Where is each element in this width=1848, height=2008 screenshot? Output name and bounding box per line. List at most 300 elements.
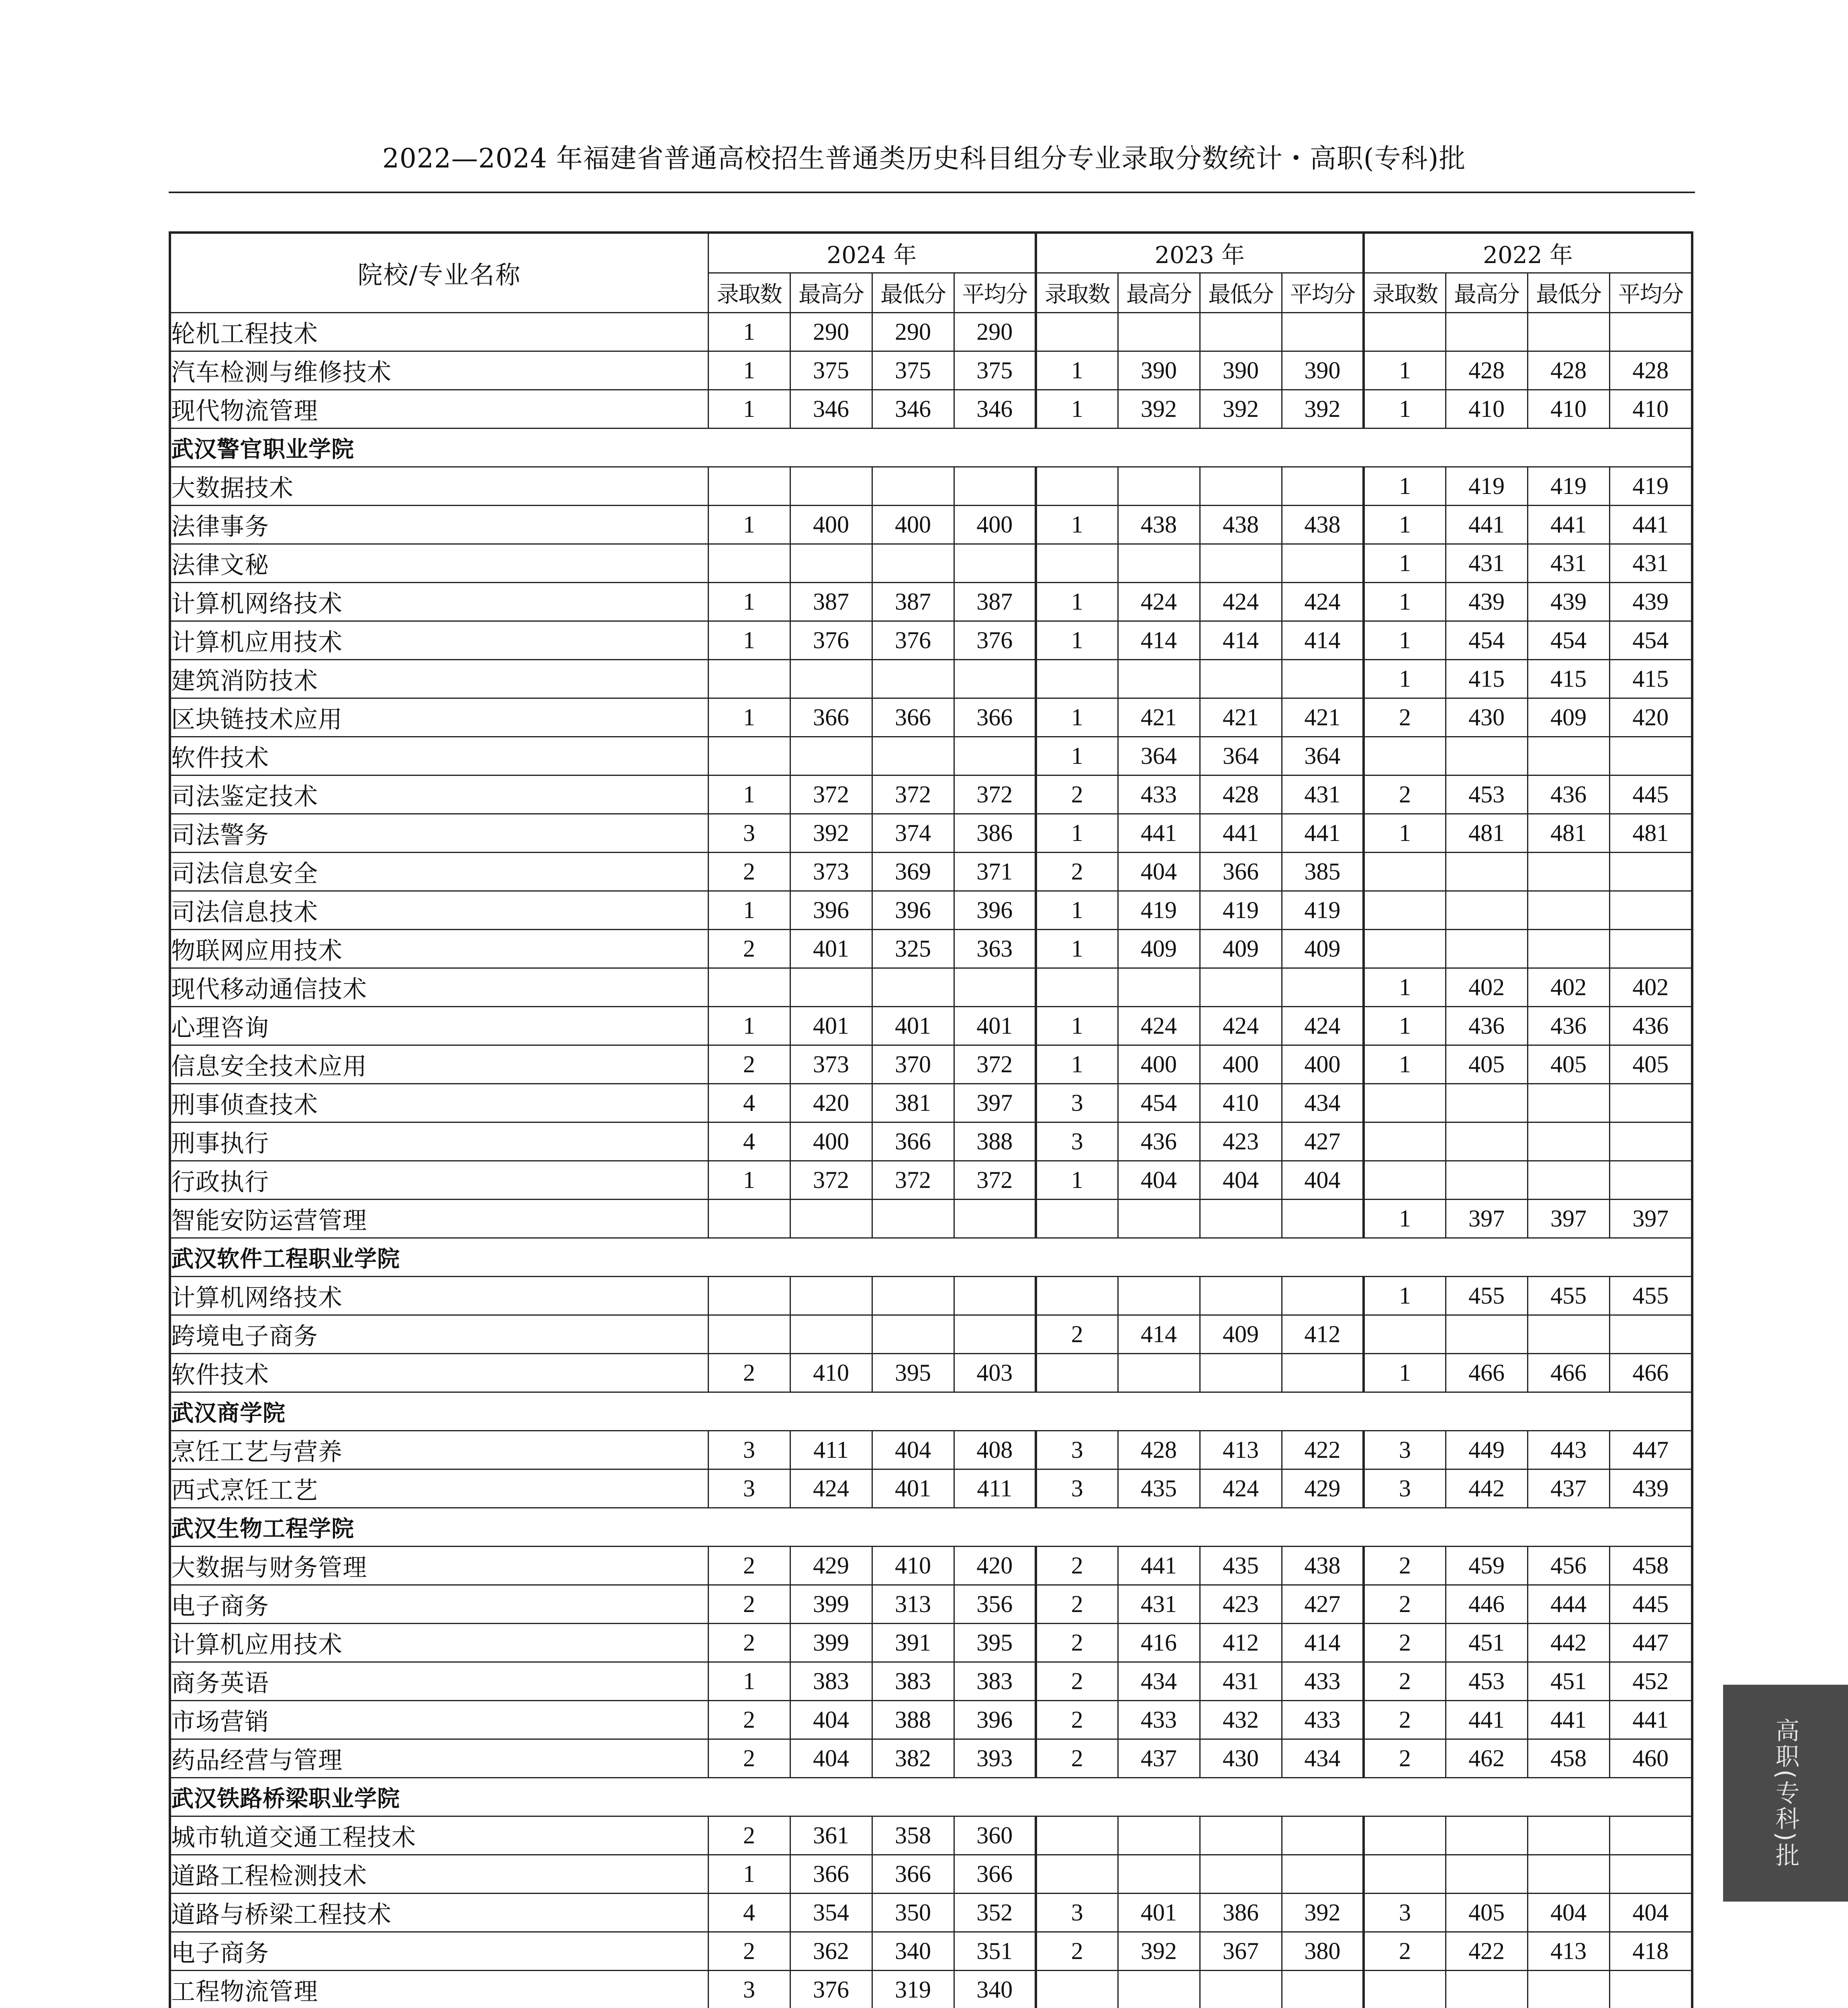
- major-name: 计算机应用技术: [170, 1624, 708, 1662]
- score-cell: 290: [790, 313, 872, 351]
- score-cell: 427: [1282, 1122, 1364, 1161]
- major-name: 商务英语: [170, 1662, 708, 1701]
- score-cell: 290: [954, 313, 1036, 351]
- score-cell: 410: [872, 1547, 954, 1585]
- major-name: 计算机应用技术: [170, 621, 708, 660]
- score-cell: 390: [1282, 351, 1364, 390]
- score-cell: [1282, 1354, 1364, 1392]
- score-cell: [1118, 660, 1200, 698]
- major-name: 烹饪工艺与营养: [170, 1431, 708, 1469]
- score-cell: 366: [954, 698, 1036, 737]
- score-cell: [708, 467, 790, 506]
- major-name: 法律文秘: [170, 544, 708, 583]
- score-cell: [1364, 1971, 1446, 2008]
- score-cell: 424: [1282, 583, 1364, 621]
- score-cell: 372: [790, 1161, 872, 1200]
- table-row: [170, 1624, 1692, 1662]
- score-cell: 410: [790, 1354, 872, 1392]
- score-cell: 405: [1527, 1045, 1609, 1084]
- score-cell: 419: [1446, 467, 1527, 506]
- score-cell: 2: [1036, 1662, 1118, 1701]
- major-name: 软件技术: [170, 737, 708, 775]
- score-cell: 397: [1527, 1200, 1609, 1238]
- score-cell: [1446, 1855, 1527, 1894]
- score-cell: 2: [708, 1624, 790, 1662]
- score-cell: 400: [1118, 1045, 1200, 1084]
- score-cell: 441: [1446, 1701, 1527, 1739]
- major-name: 信息安全技术应用: [170, 1045, 708, 1084]
- score-cell: 2: [1364, 1932, 1446, 1971]
- score-cell: 1: [1036, 506, 1118, 544]
- table-row: [170, 1354, 1692, 1392]
- school-row: [170, 1778, 1692, 1816]
- score-cell: 387: [872, 583, 954, 621]
- score-cell: 402: [1527, 968, 1609, 1007]
- score-cell: 2: [708, 1932, 790, 1971]
- score-cell: 2: [708, 1816, 790, 1855]
- score-cell: 481: [1609, 814, 1692, 853]
- score-cell: [1527, 737, 1609, 775]
- score-cell: 419: [1527, 467, 1609, 506]
- score-cell: 383: [872, 1662, 954, 1701]
- score-cell: 390: [1200, 351, 1282, 390]
- score-cell: 437: [1527, 1469, 1609, 1508]
- score-cell: 1: [1036, 698, 1118, 737]
- score-cell: 366: [954, 1855, 1036, 1894]
- score-cell: 409: [1200, 930, 1282, 968]
- major-name: 现代移动通信技术: [170, 968, 708, 1007]
- score-cell: 4: [708, 1122, 790, 1161]
- score-cell: [1364, 1816, 1446, 1855]
- score-cell: 421: [1118, 698, 1200, 737]
- score-cell: [1446, 1816, 1527, 1855]
- subcolumn-header: 最高分: [1118, 273, 1200, 313]
- score-cell: 4: [708, 1084, 790, 1122]
- major-name: 计算机网络技术: [170, 1277, 708, 1315]
- score-cell: 466: [1609, 1354, 1692, 1392]
- major-name: 司法警务: [170, 814, 708, 853]
- score-cell: 325: [872, 930, 954, 968]
- major-name: 物联网应用技术: [170, 930, 708, 968]
- score-cell: 1: [1036, 1045, 1118, 1084]
- score-cell: [1118, 1855, 1200, 1894]
- table-row: [170, 660, 1692, 698]
- score-cell: [872, 1200, 954, 1238]
- score-cell: 410: [1609, 390, 1692, 429]
- major-name: 法律事务: [170, 506, 708, 544]
- year-header-2024: 2024 年: [708, 233, 1036, 273]
- score-cell: 449: [1446, 1431, 1527, 1469]
- score-cell: [1200, 1816, 1282, 1855]
- score-cell: 422: [1282, 1431, 1364, 1469]
- score-cell: 481: [1527, 814, 1609, 853]
- table-row: [170, 1277, 1692, 1315]
- score-cell: 373: [790, 1045, 872, 1084]
- score-cell: 3: [1364, 1469, 1446, 1508]
- score-cell: 419: [1118, 891, 1200, 930]
- score-cell: 404: [790, 1701, 872, 1739]
- score-cell: [1446, 1315, 1527, 1354]
- score-cell: [1609, 1122, 1692, 1161]
- score-cell: 431: [1527, 544, 1609, 583]
- score-cell: [1446, 891, 1527, 930]
- major-name: 道路与桥梁工程技术: [170, 1894, 708, 1932]
- score-cell: 372: [872, 1161, 954, 1200]
- score-cell: [1118, 1816, 1200, 1855]
- score-cell: 2: [1036, 1547, 1118, 1585]
- score-cell: 439: [1527, 583, 1609, 621]
- score-cell: 415: [1527, 660, 1609, 698]
- score-cell: [1282, 1200, 1364, 1238]
- score-cell: [1118, 1277, 1200, 1315]
- score-cell: 402: [1609, 968, 1692, 1007]
- score-cell: 340: [872, 1932, 954, 1971]
- score-cell: 409: [1527, 698, 1609, 737]
- score-cell: 1: [1364, 1277, 1446, 1315]
- score-cell: 439: [1609, 1469, 1692, 1508]
- score-cell: 2: [708, 853, 790, 891]
- score-cell: 1: [1364, 1007, 1446, 1045]
- score-cell: [954, 737, 1036, 775]
- table-row: [170, 1662, 1692, 1701]
- score-cell: 439: [1446, 583, 1527, 621]
- score-cell: [1527, 853, 1609, 891]
- score-cell: 3: [1036, 1469, 1118, 1508]
- score-cell: 400: [872, 506, 954, 544]
- score-cell: [872, 660, 954, 698]
- score-cell: 1: [708, 1855, 790, 1894]
- score-cell: 404: [1118, 1161, 1200, 1200]
- score-cell: 459: [1446, 1547, 1527, 1585]
- score-cell: 392: [1118, 390, 1200, 429]
- score-cell: [1609, 313, 1692, 351]
- score-cell: 2: [1036, 1739, 1118, 1778]
- score-cell: 392: [1282, 1894, 1364, 1932]
- school-row: [170, 1508, 1692, 1547]
- score-cell: [1609, 1084, 1692, 1122]
- score-cell: 1: [708, 390, 790, 429]
- score-cell: [1036, 1277, 1118, 1315]
- score-cell: 404: [1282, 1161, 1364, 1200]
- score-cell: [1527, 1122, 1609, 1161]
- table-row: [170, 1585, 1692, 1624]
- score-cell: 356: [954, 1585, 1036, 1624]
- score-cell: 431: [1609, 544, 1692, 583]
- score-cell: 455: [1527, 1277, 1609, 1315]
- score-cell: 1: [708, 891, 790, 930]
- score-cell: 352: [954, 1894, 1036, 1932]
- score-cell: 2: [1364, 1585, 1446, 1624]
- score-cell: 371: [954, 853, 1036, 891]
- score-cell: 386: [954, 814, 1036, 853]
- score-cell: 1: [1364, 390, 1446, 429]
- score-cell: 366: [1200, 853, 1282, 891]
- score-cell: 415: [1446, 660, 1527, 698]
- score-cell: 397: [1609, 1200, 1692, 1238]
- score-cell: [790, 737, 872, 775]
- major-name: 轮机工程技术: [170, 313, 708, 351]
- score-cell: 424: [1118, 583, 1200, 621]
- major-name: 大数据技术: [170, 467, 708, 506]
- score-cell: 383: [790, 1662, 872, 1701]
- score-cell: 428: [1446, 351, 1527, 390]
- table-row: [170, 930, 1692, 968]
- score-cell: 383: [954, 1662, 1036, 1701]
- score-cell: 1: [1364, 660, 1446, 698]
- score-cell: [954, 544, 1036, 583]
- score-cell: 412: [1282, 1315, 1364, 1354]
- score-cell: 414: [1118, 1315, 1200, 1354]
- score-cell: 424: [1200, 1469, 1282, 1508]
- score-cell: 2: [1364, 1547, 1446, 1585]
- major-name: 行政执行: [170, 1161, 708, 1200]
- score-cell: [1036, 544, 1118, 583]
- score-cell: 3: [708, 1431, 790, 1469]
- score-cell: 1: [1364, 506, 1446, 544]
- year-header-2023: 2023 年: [1036, 233, 1364, 273]
- score-cell: 420: [790, 1084, 872, 1122]
- score-cell: 364: [1282, 737, 1364, 775]
- score-cell: 2: [1364, 775, 1446, 814]
- score-cell: 400: [790, 1122, 872, 1161]
- score-cell: 1: [1364, 1200, 1446, 1238]
- score-cell: [1609, 1161, 1692, 1200]
- score-cell: 2: [708, 1585, 790, 1624]
- score-cell: [1364, 1161, 1446, 1200]
- score-cell: 2: [1036, 775, 1118, 814]
- table-row: [170, 351, 1692, 390]
- score-cell: [1118, 1200, 1200, 1238]
- table-row: [170, 390, 1692, 429]
- score-cell: 423: [1200, 1585, 1282, 1624]
- score-cell: 1: [708, 1007, 790, 1045]
- score-cell: 431: [1282, 775, 1364, 814]
- score-cell: 453: [1446, 775, 1527, 814]
- score-cell: 3: [708, 814, 790, 853]
- score-cell: 1: [708, 583, 790, 621]
- score-cell: 444: [1527, 1585, 1609, 1624]
- score-cell: 401: [872, 1469, 954, 1508]
- school-row: [170, 1238, 1692, 1277]
- table-row: [170, 1084, 1692, 1122]
- score-cell: 462: [1446, 1739, 1527, 1778]
- score-cell: 1: [708, 621, 790, 660]
- score-cell: [1200, 313, 1282, 351]
- score-cell: 2: [1364, 1701, 1446, 1739]
- score-cell: [790, 968, 872, 1007]
- score-cell: 4: [708, 1894, 790, 1932]
- score-cell: [1282, 1855, 1364, 1894]
- score-cell: 1: [1364, 968, 1446, 1007]
- score-cell: [1446, 930, 1527, 968]
- score-cell: 447: [1609, 1624, 1692, 1662]
- score-cell: 424: [1118, 1007, 1200, 1045]
- score-cell: 3: [708, 1469, 790, 1508]
- score-cell: 441: [1446, 506, 1527, 544]
- score-cell: [872, 544, 954, 583]
- table-row: [170, 1469, 1692, 1508]
- score-cell: 424: [1200, 1007, 1282, 1045]
- section-side-tab: [1723, 1685, 1848, 1902]
- table-row: [170, 814, 1692, 853]
- score-cell: 438: [1118, 506, 1200, 544]
- major-name: 区块链技术应用: [170, 698, 708, 737]
- score-cell: 481: [1446, 814, 1527, 853]
- name-column-header: 院校/专业名称: [170, 233, 708, 313]
- score-cell: [1036, 1354, 1118, 1392]
- score-cell: 455: [1609, 1277, 1692, 1315]
- score-cell: 367: [1200, 1932, 1282, 1971]
- score-cell: [1527, 1855, 1609, 1894]
- score-cell: 396: [954, 891, 1036, 930]
- score-cell: 431: [1200, 1662, 1282, 1701]
- score-cell: 376: [954, 621, 1036, 660]
- table-row: [170, 1161, 1692, 1200]
- score-cell: 3: [1364, 1894, 1446, 1932]
- score-cell: [1609, 737, 1692, 775]
- score-cell: 434: [1282, 1084, 1364, 1122]
- score-cell: 2: [1364, 1624, 1446, 1662]
- score-cell: 438: [1200, 506, 1282, 544]
- score-cell: 411: [954, 1469, 1036, 1508]
- score-cell: [872, 737, 954, 775]
- score-cell: 1: [708, 1161, 790, 1200]
- header-rule: [169, 192, 1695, 193]
- score-cell: 428: [1200, 775, 1282, 814]
- score-cell: [1200, 1855, 1282, 1894]
- score-cell: 375: [872, 351, 954, 390]
- score-cell: [1446, 1122, 1527, 1161]
- score-cell: 436: [1609, 1007, 1692, 1045]
- subcolumn-header: 最低分: [1527, 273, 1609, 313]
- score-cell: [708, 1277, 790, 1315]
- score-cell: 1: [1036, 621, 1118, 660]
- score-cell: 372: [790, 775, 872, 814]
- score-cell: 434: [1118, 1662, 1200, 1701]
- score-cell: 1: [708, 775, 790, 814]
- table-row: [170, 1816, 1692, 1855]
- score-cell: 290: [872, 313, 954, 351]
- major-name: 跨境电子商务: [170, 1315, 708, 1354]
- score-cell: 410: [1200, 1084, 1282, 1122]
- score-cell: [1527, 1971, 1609, 2008]
- score-cell: 436: [1118, 1122, 1200, 1161]
- score-cell: [790, 660, 872, 698]
- score-cell: 423: [1200, 1122, 1282, 1161]
- score-cell: 453: [1446, 1662, 1527, 1701]
- score-cell: [1609, 1855, 1692, 1894]
- score-cell: 313: [872, 1585, 954, 1624]
- score-cell: [1609, 1971, 1692, 2008]
- score-cell: [1118, 313, 1200, 351]
- score-cell: [708, 544, 790, 583]
- score-cell: 410: [1446, 390, 1527, 429]
- side-tab-label: 高职(专科)批: [1771, 1718, 1800, 1869]
- score-cell: 401: [872, 1007, 954, 1045]
- score-cell: 430: [1200, 1739, 1282, 1778]
- score-cell: [1282, 1971, 1364, 2008]
- score-cell: 2: [708, 1354, 790, 1392]
- score-cell: 441: [1118, 1547, 1200, 1585]
- score-cell: 388: [872, 1701, 954, 1739]
- major-name: 心理咨询: [170, 1007, 708, 1045]
- score-cell: [954, 968, 1036, 1007]
- score-cell: 420: [1609, 698, 1692, 737]
- score-cell: [1446, 313, 1527, 351]
- score-cell: 414: [1282, 621, 1364, 660]
- score-cell: [1118, 968, 1200, 1007]
- score-cell: 419: [1200, 891, 1282, 930]
- score-cell: 456: [1527, 1547, 1609, 1585]
- subcolumn-header: 平均分: [1282, 273, 1364, 313]
- score-cell: 354: [790, 1894, 872, 1932]
- score-cell: [1364, 1315, 1446, 1354]
- table-row: [170, 313, 1692, 351]
- score-cell: [1364, 1122, 1446, 1161]
- major-name: 药品经营与管理: [170, 1739, 708, 1778]
- major-name: 计算机网络技术: [170, 583, 708, 621]
- score-cell: 360: [954, 1816, 1036, 1855]
- school-row: [170, 1392, 1692, 1431]
- score-cell: 351: [954, 1932, 1036, 1971]
- score-cell: 387: [790, 583, 872, 621]
- subcolumn-header: 最高分: [1446, 273, 1527, 313]
- score-cell: 2: [708, 930, 790, 968]
- score-cell: 402: [1446, 968, 1527, 1007]
- score-cell: 340: [954, 1971, 1036, 2008]
- table-row: [170, 1315, 1692, 1354]
- score-cell: 1: [1036, 891, 1118, 930]
- score-cell: 418: [1609, 1932, 1692, 1971]
- table-row: [170, 1007, 1692, 1045]
- table-row: [170, 1855, 1692, 1894]
- score-cell: [1527, 1816, 1609, 1855]
- score-cell: 1: [708, 313, 790, 351]
- score-cell: 436: [1446, 1007, 1527, 1045]
- score-cell: 419: [1282, 891, 1364, 930]
- table-row: [170, 1547, 1692, 1585]
- score-cell: 399: [790, 1585, 872, 1624]
- table-row: [170, 737, 1692, 775]
- school-name: 武汉生物工程学院: [170, 1508, 1692, 1547]
- score-cell: 2: [1036, 1585, 1118, 1624]
- score-cell: [1282, 313, 1364, 351]
- score-cell: 413: [1527, 1932, 1609, 1971]
- score-cell: 428: [1609, 351, 1692, 390]
- subcolumn-header: 最低分: [872, 273, 954, 313]
- score-cell: 382: [872, 1739, 954, 1778]
- score-cell: 400: [1200, 1045, 1282, 1084]
- score-cell: 431: [1118, 1585, 1200, 1624]
- score-cell: [1609, 853, 1692, 891]
- score-cell: [708, 1200, 790, 1238]
- score-cell: 2: [1036, 1315, 1118, 1354]
- score-cell: 435: [1200, 1547, 1282, 1585]
- score-cell: 428: [1527, 351, 1609, 390]
- score-cell: [1118, 467, 1200, 506]
- score-cell: 392: [1282, 390, 1364, 429]
- table-row: [170, 1200, 1692, 1238]
- score-cell: 431: [1446, 544, 1527, 583]
- score-cell: 405: [1609, 1045, 1692, 1084]
- score-cell: 441: [1282, 814, 1364, 853]
- score-cell: 376: [790, 1971, 872, 2008]
- score-cell: [1364, 1084, 1446, 1122]
- score-cell: 447: [1609, 1431, 1692, 1469]
- score-cell: 373: [790, 853, 872, 891]
- score-cell: [1036, 660, 1118, 698]
- score-cell: 346: [872, 390, 954, 429]
